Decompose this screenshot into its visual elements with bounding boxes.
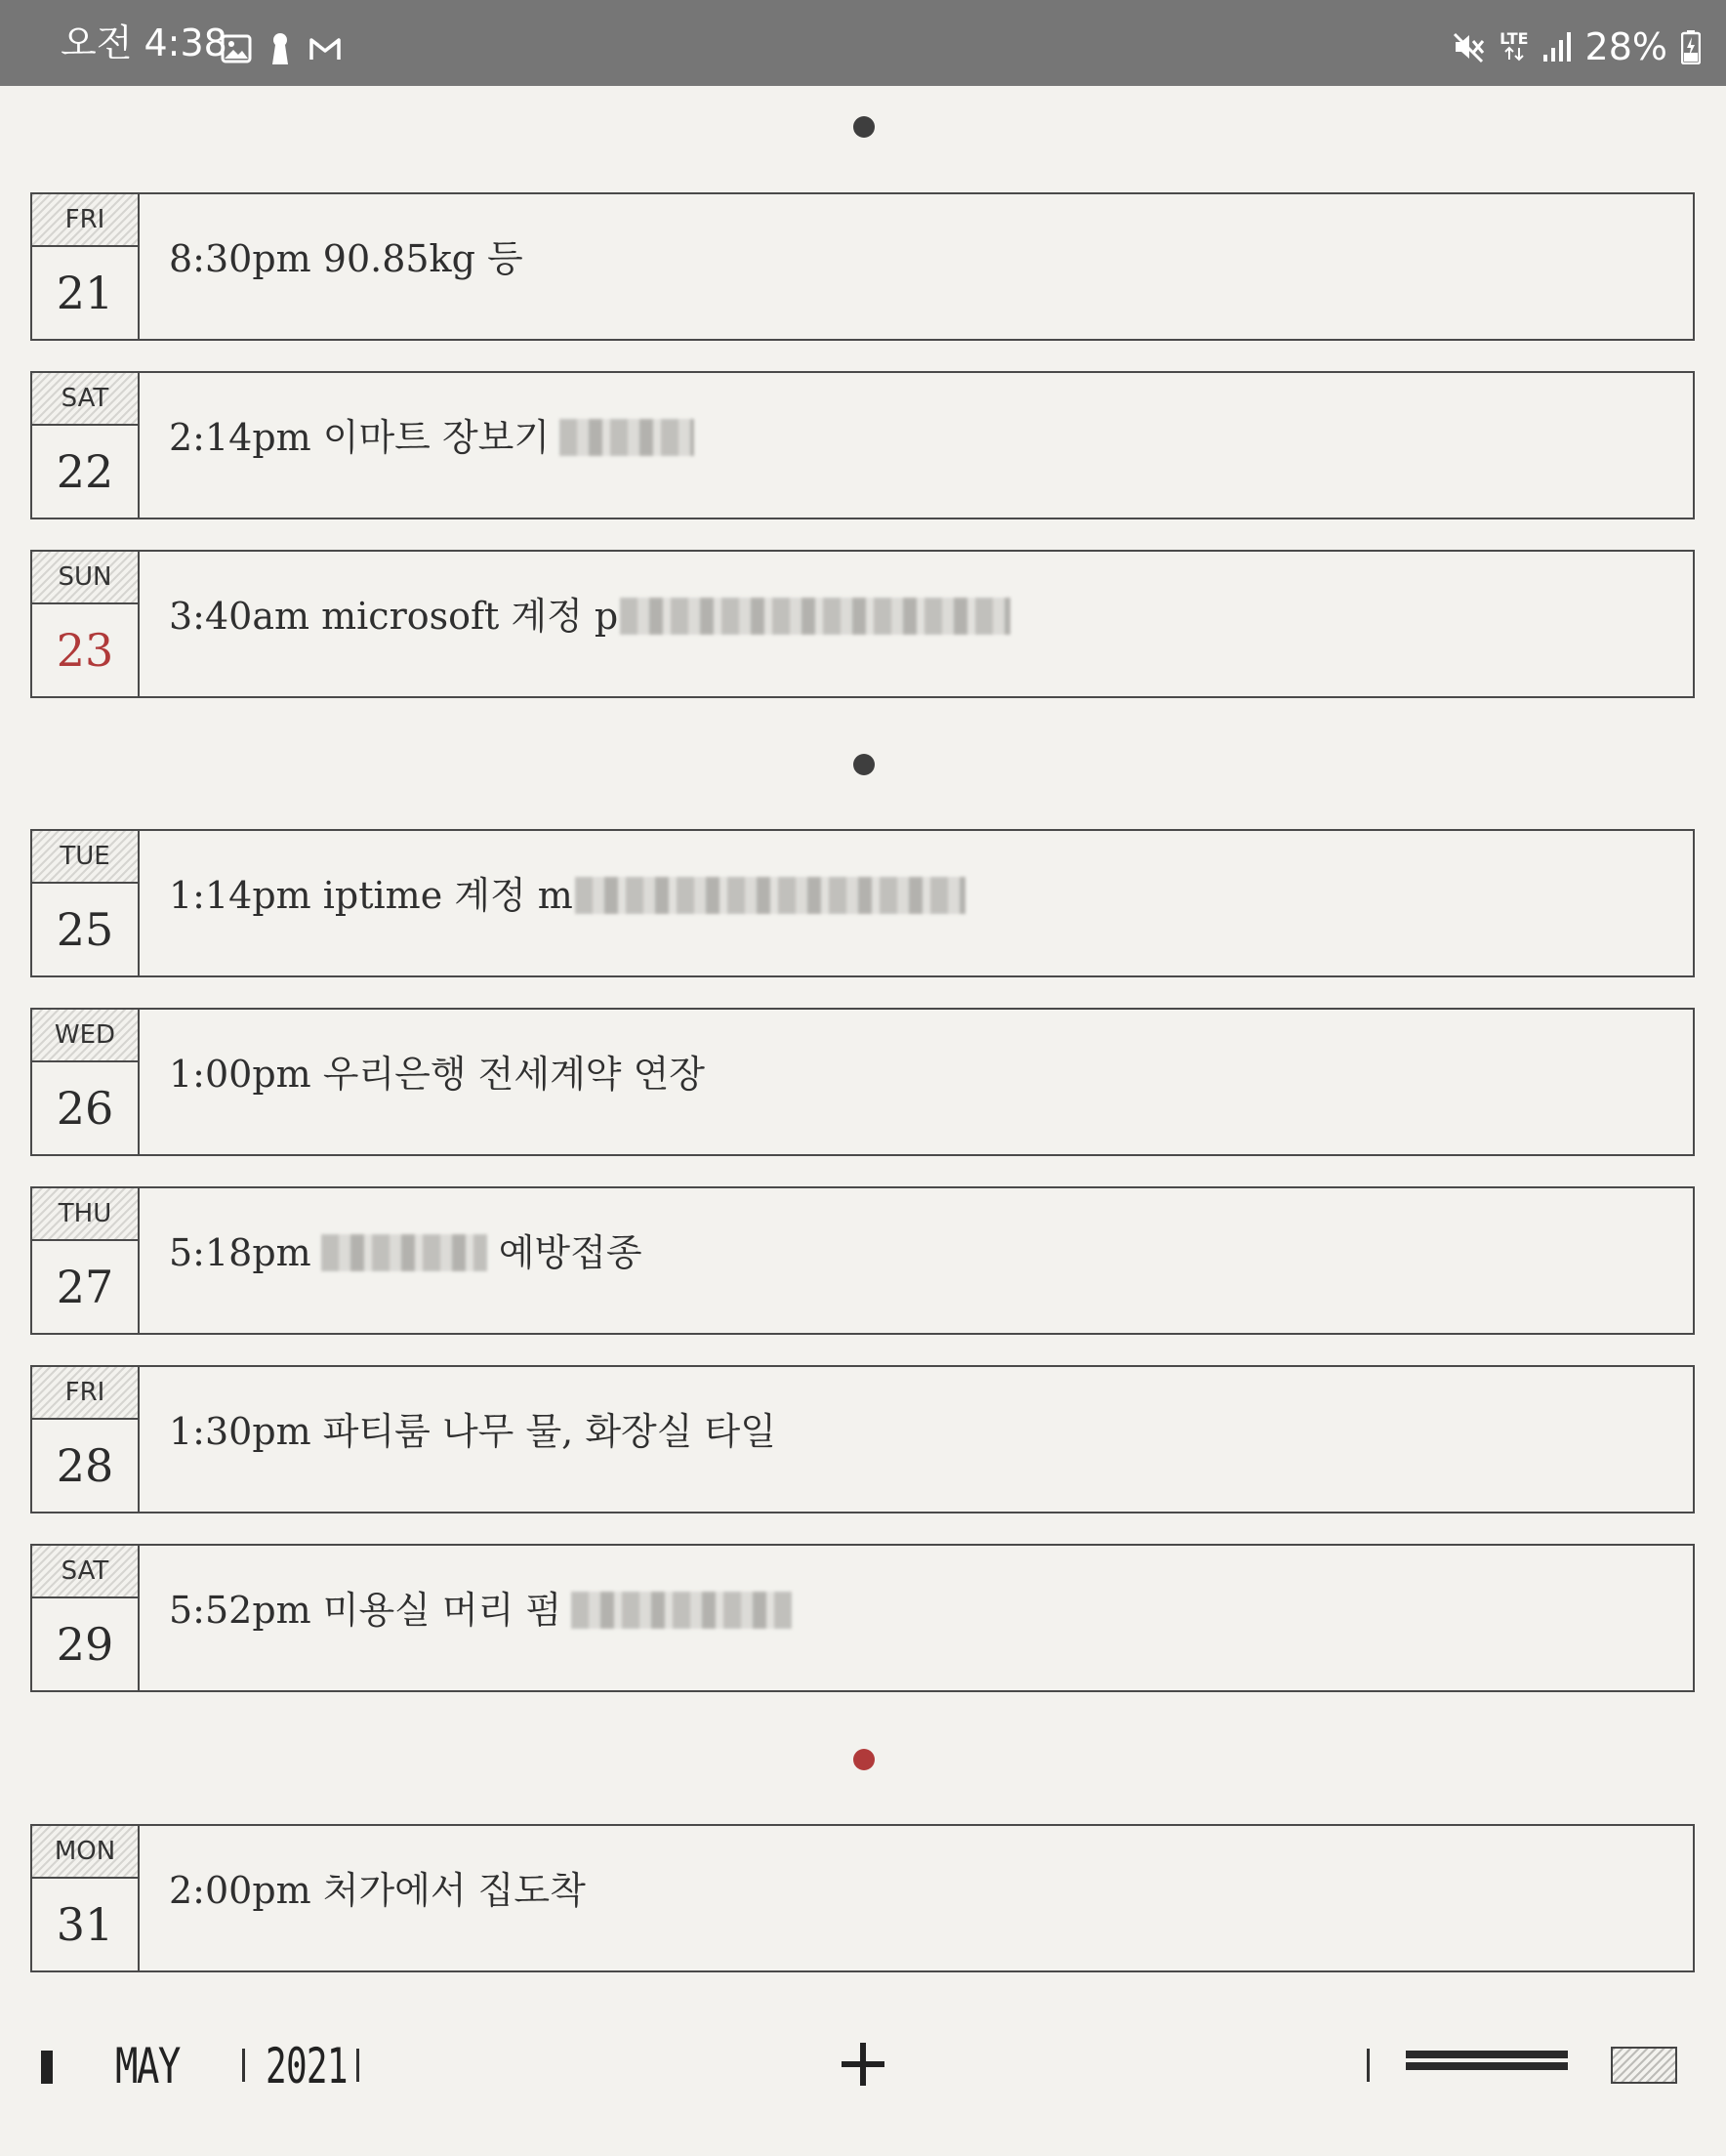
weekday-label: FRI: [32, 194, 138, 247]
month-end-divider-dot: [853, 1749, 875, 1770]
lte-icon: [1500, 29, 1529, 62]
battery-charging-icon: [1681, 29, 1701, 64]
hatched-box-icon[interactable]: [1611, 2047, 1677, 2084]
entry-text: 1:00pm 우리은행 전세계약 연장: [169, 1053, 706, 1096]
side-marker-icon: [41, 2051, 53, 2084]
keyhole-icon: [269, 31, 291, 66]
redacted-text: [559, 419, 694, 456]
gmail-icon: [308, 36, 342, 62]
status-time: 오전 4:38: [61, 21, 227, 64]
bottom-toolbar: [0, 2011, 1726, 2119]
weekday-label: SAT: [32, 1546, 138, 1598]
separator: [1367, 2049, 1370, 2082]
day-number: 23: [56, 624, 114, 677]
mute-icon: [1453, 30, 1486, 63]
date-cell: [32, 552, 140, 696]
status-left-icons: [221, 29, 342, 68]
weekday-label: SAT: [32, 373, 138, 426]
redacted-text: [575, 877, 966, 914]
diary-entry[interactable]: [30, 550, 1695, 698]
year-selector[interactable]: 2021: [266, 2038, 348, 2094]
date-cell: [32, 1367, 140, 1512]
entry-text: 1:14pm iptime 계정 m: [169, 823, 1673, 968]
redacted-text: [620, 598, 1010, 635]
weekday-label: SUN: [32, 552, 138, 604]
date-cell: [32, 373, 140, 518]
month-selector[interactable]: MAY: [115, 2038, 180, 2094]
weekday-label: MON: [32, 1826, 138, 1879]
weekday-label: WED: [32, 1010, 138, 1062]
gallery-icon: [221, 34, 252, 63]
diary-entry[interactable]: [30, 1008, 1695, 1156]
diary-entry[interactable]: [30, 1824, 1695, 1972]
date-cell: [32, 1546, 140, 1690]
diary-entry[interactable]: [30, 192, 1695, 341]
entry-text: 2:00pm 처가에서 집도착: [169, 1869, 586, 1912]
diary-entry[interactable]: [30, 371, 1695, 519]
diary-entry[interactable]: [30, 829, 1695, 977]
date-cell: [32, 194, 140, 339]
weekday-label: FRI: [32, 1367, 138, 1420]
separator: [242, 2049, 245, 2082]
day-number: 22: [56, 445, 114, 498]
day-number: 27: [56, 1261, 114, 1313]
list-lines-icon[interactable]: [1406, 2051, 1568, 2078]
day-number: 31: [56, 1898, 114, 1951]
entry-text: 5:18pm 예방접종: [169, 1231, 642, 1274]
entry-text: 5:52pm 미용실 머리 펌: [169, 1538, 1673, 1682]
plus-icon[interactable]: [842, 2043, 884, 2086]
date-cell: [32, 1826, 140, 1970]
redacted-text: [571, 1592, 792, 1629]
entry-text: 8:30pm 90.85kg 등: [169, 237, 523, 280]
battery-percent: 28%: [1584, 25, 1667, 68]
day-number: 21: [56, 267, 114, 319]
date-cell: [32, 1188, 140, 1333]
status-bar: [0, 0, 1726, 86]
status-right-icons: [1453, 23, 1701, 70]
date-cell: [32, 831, 140, 975]
signal-icon: [1542, 31, 1572, 62]
weekday-label: TUE: [32, 831, 138, 884]
separator: [356, 2049, 359, 2082]
day-number: 28: [56, 1439, 114, 1492]
day-number: 26: [56, 1082, 114, 1135]
redacted-text: [321, 1234, 487, 1271]
entry-text: 3:40am microsoft 계정 p: [169, 544, 1673, 688]
weekday-label: THU: [32, 1188, 138, 1241]
date-cell: [32, 1010, 140, 1154]
week-divider-dot: [853, 116, 875, 138]
diary-entry[interactable]: [30, 1365, 1695, 1513]
diary-entry[interactable]: [30, 1186, 1695, 1335]
entry-text: 1:30pm 파티룸 나무 물, 화장실 타일: [169, 1410, 776, 1453]
day-number: 29: [56, 1618, 114, 1671]
day-number: 25: [56, 903, 114, 956]
diary-entry[interactable]: [30, 1544, 1695, 1692]
lte-label: LTE: [1500, 29, 1529, 48]
entry-text: 2:14pm 이마트 장보기: [169, 365, 1673, 510]
week-divider-dot: [853, 754, 875, 775]
